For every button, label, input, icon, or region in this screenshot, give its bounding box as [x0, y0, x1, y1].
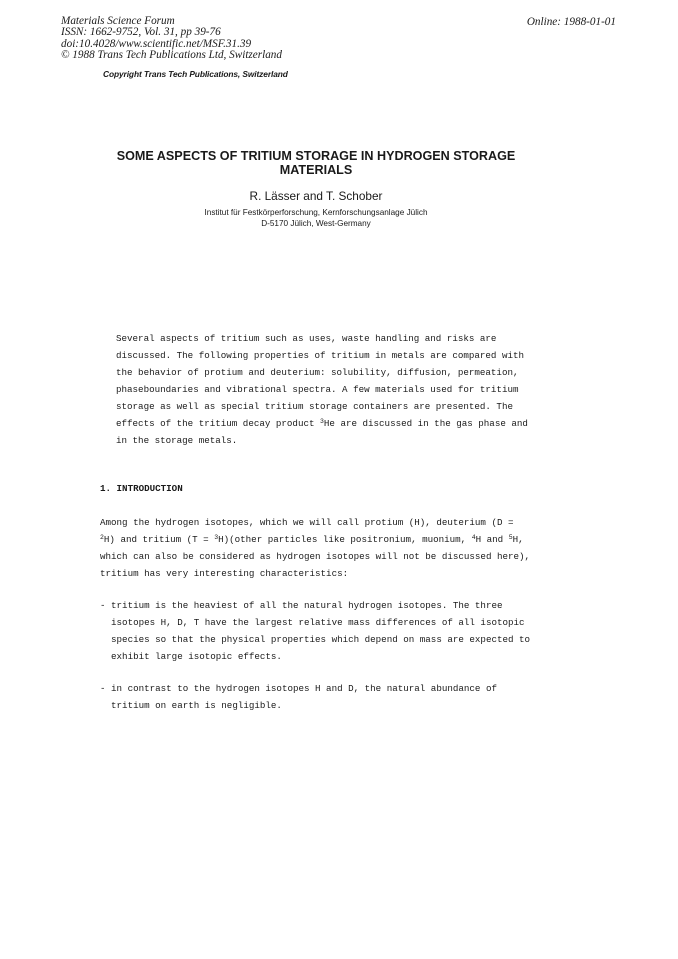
bullet-line: tritium on earth is negligible. — [100, 700, 282, 711]
abstract-line: in the storage metals. — [116, 435, 238, 446]
bullet-line: - in contrast to the hydrogen isotopes H and D, the natural abundance of — [100, 683, 497, 694]
abstract-line: Several aspects of tritium such as uses, waste handling and risks are — [116, 333, 497, 344]
section-heading: 1. INTRODUCTION — [100, 483, 183, 494]
affiliation-line: Institut für Festkörperforschung, Kernforschungsanlage Jülich — [204, 208, 428, 217]
paper-authors: R. Lässer and T. Schober — [249, 189, 383, 203]
bullet-line: - tritium is the heaviest of all the natural hydrogen isotopes. The three — [100, 600, 503, 611]
body-line: tritium has very interesting characteristics: — [100, 568, 349, 579]
paper-title — [100, 150, 532, 177]
publisher-line: © 1988 Trans Tech Publications Ltd, Switzerland — [61, 49, 282, 62]
journal-name: Materials Science Forum — [61, 15, 175, 27]
paper-title-line: SOME ASPECTS OF TRITIUM STORAGE IN HYDROGEN STORAGE — [116, 149, 516, 163]
issn-line: ISSN: 1662-9752, Vol. 31, pp 39-76 — [61, 26, 221, 39]
paper-title-line: MATERIALS — [279, 162, 353, 177]
publication-metadata — [61, 16, 282, 62]
affiliation-line: D-5170 Jülich, West-Germany — [261, 219, 371, 228]
abstract-line: phaseboundaries and vibrational spectra. A few materials used for tritium — [116, 384, 519, 395]
online-date: Online: 1988-01-01 — [526, 16, 616, 28]
body-line: Among the hydrogen isotopes, which we will call protium (H), deuterium (D = — [100, 517, 514, 528]
copyright-notice: Copyright Trans Tech Publications, Switzerland — [103, 69, 288, 79]
body-line: $^2$H) and tritium (T = $^3$H)(other particles like positronium, muonium, $^4$H and $^5$H, — [100, 534, 524, 545]
abstract-line: storage as well as special tritium storage containers are presented. The — [116, 401, 513, 412]
abstract-line: effects of the tritium decay product $^3$He are discussed in the gas phase and — [116, 418, 528, 429]
doi-line: doi:10.4028/www.scientific.net/MSF.31.39 — [61, 37, 252, 50]
bullet-line: isotopes H, D, T have the largest relative mass differences of all isotopic — [100, 617, 525, 628]
abstract-line: discussed. The following properties of tritium in metals are compared with — [116, 350, 524, 361]
bullet-line: exhibit large isotopic effects. — [100, 651, 282, 662]
body-line: which can also be considered as hydrogen isotopes will not be discussed here), — [100, 551, 531, 562]
abstract-line: the behavior of protium and deuterium: solubility, diffusion, permeation, — [116, 367, 519, 378]
bullet-line: species so that the physical properties which depend on mass are expected to — [100, 634, 531, 645]
